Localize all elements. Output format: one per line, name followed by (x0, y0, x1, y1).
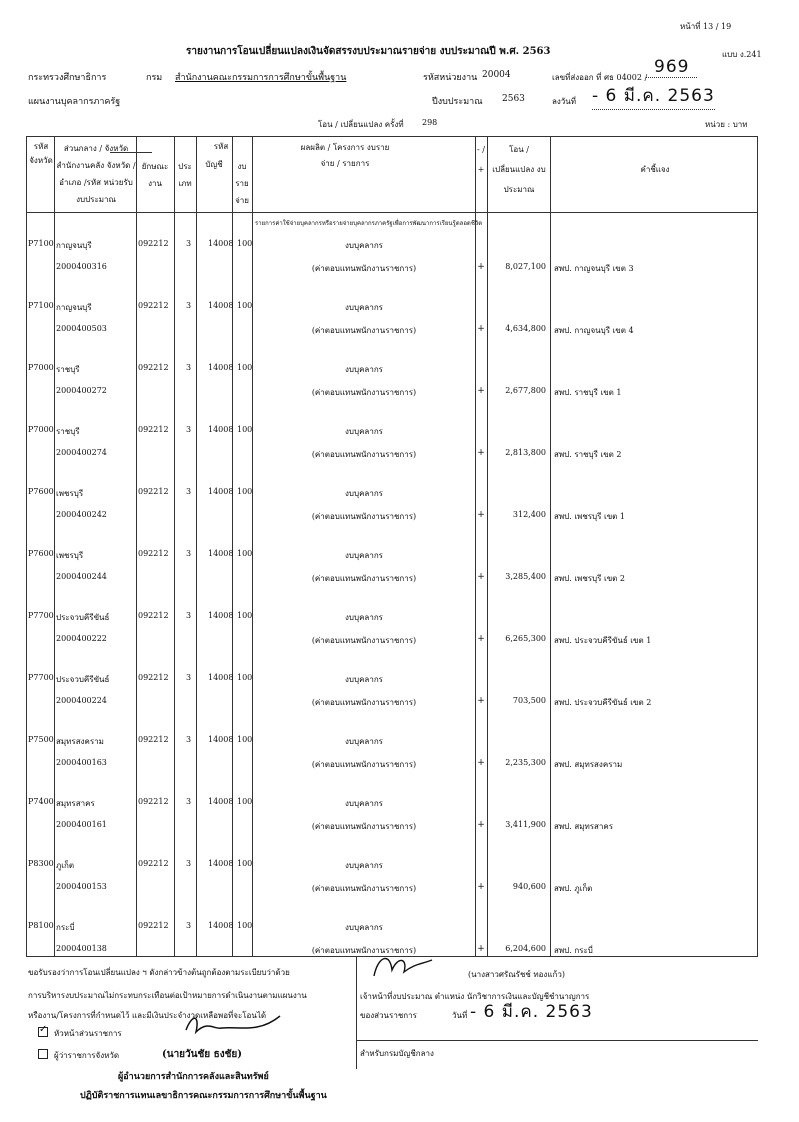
row-unit-id: 2000400161 (56, 820, 107, 829)
header-code-group: รหัส (213, 142, 229, 151)
row-province: กาญจนบุรี (56, 241, 92, 250)
row-sign: + (477, 510, 485, 520)
row-sign: + (477, 572, 485, 582)
row-type-code: 3 (186, 239, 192, 248)
signer-title-1: ผู้อำนวยการสำนักการคลังและสินทรัพย์ (118, 1072, 269, 1082)
row-province-code: P7700 (28, 611, 54, 620)
director-signature (178, 1010, 288, 1040)
program-note: รายการค่าใช้จ่ายบุคลากรหรือรายจ่ายบุคลากรภาครัฐเพื่อการพัฒนาการเรียนรู้ตลอดชีวิต (255, 220, 483, 227)
row-budget-code: 100 (237, 611, 253, 620)
fiscal-year: 2563 (502, 94, 525, 104)
table-row (26, 592, 758, 654)
row-note: สพป. กระบี่ (554, 946, 593, 955)
doc-no-label: เลขที่ส่งออก ที่ ศธ 04002 / (552, 73, 648, 82)
row-amount: 2,813,800 (505, 448, 546, 457)
row-account-code: 14008 (208, 611, 234, 620)
row-amount: 940,600 (512, 882, 546, 891)
row-province: กระบี่ (56, 923, 75, 932)
row-province-code: P7000 (28, 425, 54, 434)
row-item: (ค่าตอบแทนพนักงานราชการ) (311, 512, 417, 521)
row-province-code: P7500 (28, 735, 54, 744)
row-budget-category: งบบุคลากร (345, 675, 383, 684)
row-type-code: 3 (186, 859, 192, 868)
row-sign: + (477, 944, 485, 954)
row-amount: 703,500 (512, 696, 546, 705)
doc-no: 969 (646, 57, 697, 78)
row-budget-category: งบบุคลากร (345, 861, 383, 870)
header-province-code: รหัส จังหวัด (29, 142, 53, 165)
row-fund-code: 092212 (138, 425, 169, 434)
report-title: รายงานการโอนเปลี่ยนแปลงเงินจัดสรรงบประมาณรายจ่าย งบประมาณปี พ.ศ. 2563 (186, 46, 551, 57)
row-province: เพชรบุรี (56, 489, 84, 498)
row-note: สพป. ประจวบคีรีขันธ์ เขต 1 (554, 636, 652, 645)
row-account-code: 14008 (208, 735, 234, 744)
row-item: (ค่าตอบแทนพนักงานราชการ) (311, 946, 417, 955)
row-sign: + (477, 634, 485, 644)
footer-divider (356, 957, 358, 1069)
row-budget-category: งบบุคลากร (345, 551, 383, 560)
row-budget-code: 100 (237, 673, 253, 682)
row-note: สพป. สมุทรสงคราม (554, 760, 623, 769)
row-amount: 6,204,600 (505, 944, 546, 953)
row-account-code: 14008 (208, 673, 234, 682)
header-fund: ยักษณะ งาน (141, 162, 169, 188)
table-row (26, 282, 758, 344)
row-type-code: 3 (186, 425, 192, 434)
row-budget-code: 100 (237, 549, 253, 558)
row-sign: + (477, 262, 485, 272)
row-unit-id: 2000400274 (56, 448, 107, 457)
option-governor-label: ผู้ว่าราชการจังหวัด (54, 1051, 120, 1060)
row-note: สพป. กาญจนบุรี เขต 3 (554, 264, 634, 273)
row-amount: 4,634,800 (505, 324, 546, 333)
row-type-code: 3 (186, 797, 192, 806)
row-note: สพป. ภูเก็ต (554, 884, 593, 893)
row-budget-code: 100 (237, 735, 253, 744)
row-sign: + (477, 882, 485, 892)
officer-name: (นางสาวศรัณรัชช์ ทองแก้ว) (468, 970, 565, 979)
row-note: สพป. สมุทรสาคร (554, 822, 614, 831)
row-sign: + (477, 758, 485, 768)
page-number: หน้าที่ 13 / 19 (680, 22, 732, 31)
header-output: ผลผลิต / โครงการ งบรายจ่าย / รายการ (300, 143, 390, 168)
row-budget-code: 100 (237, 921, 253, 930)
row-budget-code: 100 (237, 487, 253, 496)
row-fund-code: 092212 (138, 673, 169, 682)
row-item: (ค่าตอบแทนพนักงานราชการ) (311, 760, 417, 769)
department: สำนักงานคณะกรรมการการศึกษาขั้นพื้นฐาน (175, 73, 347, 83)
row-fund-code: 092212 (138, 549, 169, 558)
row-type-code: 3 (186, 921, 192, 930)
row-item: (ค่าตอบแทนพนักงานราชการ) (311, 574, 417, 583)
row-budget-category: งบบุคลากร (345, 303, 383, 312)
row-budget-category: งบบุคลากร (345, 427, 383, 436)
row-item: (ค่าตอบแทนพนักงานราชการ) (311, 822, 417, 831)
table-row (26, 530, 758, 592)
row-note: สพป. เพชรบุรี เขต 1 (554, 512, 626, 521)
row-account-code: 14008 (208, 301, 234, 310)
table-row (26, 468, 758, 530)
table-row (26, 406, 758, 468)
row-account-code: 14008 (208, 487, 234, 496)
row-amount: 312,400 (512, 510, 546, 519)
row-item: (ค่าตอบแทนพนักงานราชการ) (311, 388, 417, 397)
officer-line-1: เจ้าหน้าที่งบประมาณ ตำแหน่ง นักวิชาการเงินและบัญชีชำนาญการ (360, 992, 590, 1001)
row-fund-code: 092212 (138, 797, 169, 806)
row-type-code: 3 (186, 487, 192, 496)
row-province: เพชรบุรี (56, 551, 84, 560)
row-budget-code: 100 (237, 363, 253, 372)
row-type-code: 3 (186, 549, 192, 558)
row-unit-id: 2000400316 (56, 262, 107, 271)
report-date: - 6 มี.ค. 2563 (592, 82, 715, 110)
fiscal-year-label: ปีงบประมาณ (432, 97, 483, 107)
row-budget-code: 100 (237, 425, 253, 434)
row-province: ประจวบคีรีขันธ์ (56, 675, 110, 684)
department-label: กรม (146, 73, 163, 83)
row-amount: 8,027,100 (505, 262, 546, 271)
row-type-code: 3 (186, 611, 192, 620)
row-budget-category: งบบุคลากร (345, 365, 383, 374)
row-fund-code: 092212 (138, 363, 169, 372)
row-type-code: 3 (186, 673, 192, 682)
row-note: สพป. ราชบุรี เขต 1 (554, 388, 622, 397)
agency-code-label: รหัสหน่วยงาน (423, 73, 478, 83)
row-budget-category: งบบุคลากร (345, 923, 383, 932)
row-fund-code: 092212 (138, 859, 169, 868)
officer-date: - 6 มี.ค. 2563 (470, 1002, 593, 1022)
row-province-code: P7100 (28, 239, 54, 248)
row-unit-id: 2000400503 (56, 324, 107, 333)
row-note: สพป. กาญจนบุรี เขต 4 (554, 326, 634, 335)
row-province: ประจวบคีรีขันธ์ (56, 613, 110, 622)
row-fund-code: 092212 (138, 487, 169, 496)
table-row (26, 840, 758, 902)
row-budget-category: งบบุคลากร (345, 799, 383, 808)
row-amount: 6,265,300 (505, 634, 546, 643)
row-province: ราชบุรี (56, 365, 80, 374)
option-governor (38, 1049, 119, 1062)
row-budget-code: 100 (237, 301, 253, 310)
row-account-code: 14008 (208, 797, 234, 806)
row-type-code: 3 (186, 735, 192, 744)
header-note: คำชี้แจง (640, 165, 670, 174)
officer-signature (368, 950, 438, 982)
row-item: (ค่าตอบแทนพนักงานราชการ) (311, 264, 417, 273)
row-type-code: 3 (186, 363, 192, 372)
row-province: ภูเก็ต (56, 861, 75, 870)
row-province-code: P7700 (28, 673, 54, 682)
checkbox-empty-icon (38, 1049, 48, 1059)
form-code: แบบ ง.241 (722, 50, 762, 59)
row-type-code: 3 (186, 301, 192, 310)
row-amount: 2,235,300 (505, 758, 546, 767)
row-budget-category: งบบุคลากร (345, 613, 383, 622)
row-sign: + (477, 696, 485, 706)
row-account-code: 14008 (208, 549, 234, 558)
row-account-code: 14008 (208, 363, 234, 372)
agency-code: 20004 (482, 70, 511, 80)
officer-date-label: วันที่ (452, 1011, 468, 1020)
row-budget-category: งบบุคลากร (345, 241, 383, 250)
row-fund-code: 092212 (138, 921, 169, 930)
row-unit-id: 2000400272 (56, 386, 107, 395)
header-sign: - / + (477, 145, 485, 174)
row-province-code: P7600 (28, 487, 54, 496)
transfer-label: โอน / เปลี่ยนแปลง ครั้งที่ (318, 120, 404, 129)
row-budget-category: งบบุคลากร (345, 489, 383, 498)
row-amount: 3,285,400 (505, 572, 546, 581)
row-sign: + (477, 386, 485, 396)
row-unit-id: 2000400222 (56, 634, 107, 643)
row-sign: + (477, 448, 485, 458)
checkbox-checked-icon (38, 1027, 48, 1037)
table-row (26, 778, 758, 840)
officer-line-2: ของส่วนราชการ (360, 1011, 417, 1020)
table-row (26, 716, 758, 778)
unit-label: หน่วย : บาท (705, 120, 748, 129)
row-sign: + (477, 820, 485, 830)
row-item: (ค่าตอบแทนพนักงานราชการ) (311, 698, 417, 707)
row-fund-code: 092212 (138, 735, 169, 744)
header-amount: โอน / เปลี่ยนแปลง งบประมาณ (492, 145, 546, 194)
row-province: กาญจนบุรี (56, 303, 92, 312)
row-account-code: 14008 (208, 921, 234, 930)
header-account: บัญชี (205, 160, 223, 169)
row-province-code: P8100 (28, 921, 54, 930)
row-item: (ค่าตอบแทนพนักงานราชการ) (311, 450, 417, 459)
row-province-code: P7000 (28, 363, 54, 372)
option-head-of-agency-label: หัวหน้าส่วนราชการ (54, 1029, 122, 1038)
row-amount: 2,677,800 (505, 386, 546, 395)
ministry: กระทรวงศึกษาธิการ (28, 73, 107, 83)
cert-line-1: ขอรับรองว่าการโอนเปลี่ยนแปลง ฯ ดังกล่าวข้างต้นถูกต้องตามระเบียบว่าด้วย (28, 968, 290, 977)
row-budget-code: 100 (237, 859, 253, 868)
comptroller-label: สำหรับกรมบัญชีกลาง (360, 1049, 434, 1058)
row-account-code: 14008 (208, 859, 234, 868)
row-province: ราชบุรี (56, 427, 80, 436)
row-fund-code: 092212 (138, 301, 169, 310)
table-row (26, 220, 758, 282)
row-note: สพป. เพชรบุรี เขต 2 (554, 574, 626, 583)
row-unit-id: 2000400138 (56, 944, 107, 953)
option-head-of-agency (38, 1027, 122, 1040)
row-province-code: P7600 (28, 549, 54, 558)
transfer-number: 298 (422, 118, 438, 127)
footer-rule (356, 1040, 758, 1041)
date-label: ลงวันที่ (552, 97, 577, 106)
row-province-code: P8300 (28, 859, 54, 868)
row-province-code: P7400 (28, 797, 54, 806)
cert-line-3: หรืองาน/โครงการที่กำหนดไว้ และมีเงินประจำงวดเหลือพอที่จะโอนได้ (28, 1011, 267, 1020)
row-item: (ค่าตอบแทนพนักงานราชการ) (311, 636, 417, 645)
row-sign: + (477, 324, 485, 334)
row-fund-code: 092212 (138, 239, 169, 248)
table-row (26, 344, 758, 406)
row-account-code: 14008 (208, 425, 234, 434)
row-unit-id: 2000400242 (56, 510, 107, 519)
row-budget-category: งบบุคลากร (345, 737, 383, 746)
row-unit-id: 2000400244 (56, 572, 107, 581)
row-fund-code: 092212 (138, 611, 169, 620)
plan: แผนงานบุคลากรภาครัฐ (28, 97, 121, 107)
row-note: สพป. ประจวบคีรีขันธ์ เขต 2 (554, 698, 652, 707)
row-budget-code: 100 (237, 239, 253, 248)
header-type: ประ เภท (178, 162, 192, 188)
row-unit-id: 2000400163 (56, 758, 107, 767)
row-budget-code: 100 (237, 797, 253, 806)
table-row (26, 654, 758, 716)
row-province: สมุทรสงคราม (56, 737, 104, 746)
cert-line-2: การบริหารงบประมาณไม่กระทบกระเทือนต่อเป้าหมายการดำเนินงานตามแผนงาน (28, 991, 307, 1000)
row-province-code: P7100 (28, 301, 54, 310)
signer-title-2: ปฏิบัติราชการแทนเลขาธิการคณะกรรมการการศึกษาขั้นพื้นฐาน (80, 1091, 327, 1101)
signer-name: (นายวันชัย ธงชัย) (162, 1049, 242, 1060)
row-item: (ค่าตอบแทนพนักงานราชการ) (311, 884, 417, 893)
row-amount: 3,411,900 (505, 820, 546, 829)
row-item: (ค่าตอบแทนพนักงานราชการ) (311, 326, 417, 335)
row-unit-id: 2000400153 (56, 882, 107, 891)
row-province: สมุทรสาคร (56, 799, 95, 808)
row-account-code: 14008 (208, 239, 234, 248)
row-unit-id: 2000400224 (56, 696, 107, 705)
header-office: ส่วนกลาง / จังหวัด สำนักงานคลัง จังหวัด / อำเภอ /รหัส หน่วยรับงบประมาณ (56, 144, 136, 204)
header-budget: งบ ราย จ่าย (235, 162, 249, 205)
row-note: สพป. ราชบุรี เขต 2 (554, 450, 622, 459)
